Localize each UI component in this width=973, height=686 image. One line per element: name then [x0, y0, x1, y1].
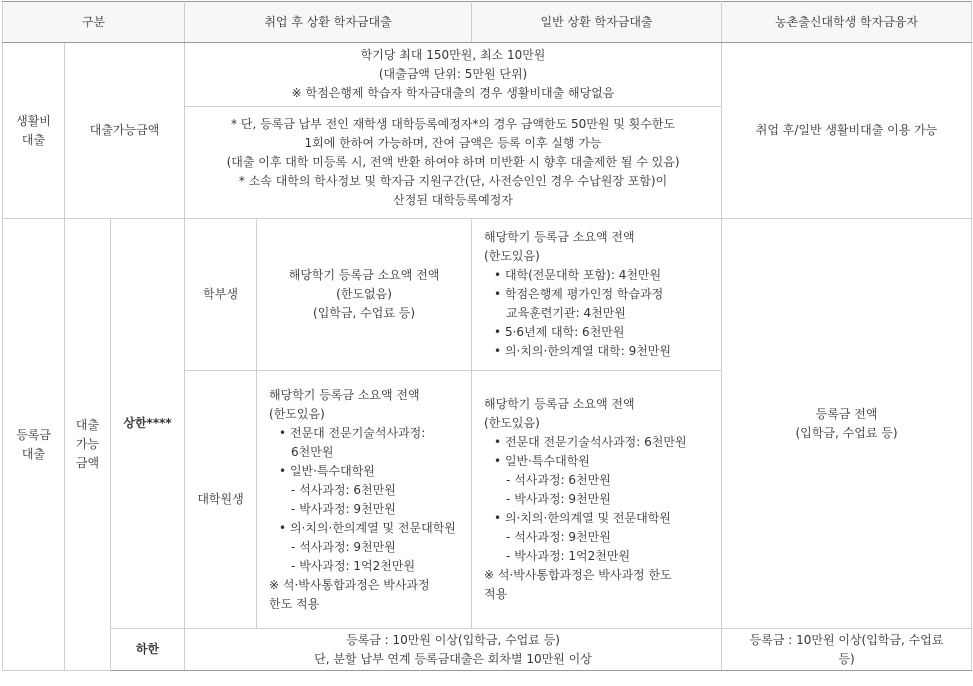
undergrad-general-line: • 5·6년제 대학: 6천만원: [484, 323, 717, 342]
living-amount-top: 학기당 최대 150만원, 최소 10만원 (대출금액 단위: 5만원 단위) ※ 학점은행제 학습자 학자금대출의 경우 생활비대출 해당없음: [185, 43, 722, 107]
grad-employment-line: 6천만원: [291, 444, 334, 459]
grad-employment-line: • 일반·특수대학원: [269, 462, 467, 481]
tuition-amount-label: 대출 가능 금액: [65, 219, 111, 671]
grad-employment-line: ※ 석·박사통합과정은 박사과정: [269, 577, 430, 592]
living-loan-label: 생활비 대출: [3, 43, 65, 219]
header-employment-repayment: 취업 후 상환 학자금대출: [185, 2, 472, 43]
lower-limit-main: 등록금 : 10만원 이상(입학금, 수업료 등) 단, 분할 납부 연계 등록금대출은 회차별 10만원 이상: [185, 629, 722, 671]
grad-employment-line: 한도 적용: [269, 596, 320, 611]
undergrad-label: 학부생: [185, 219, 257, 371]
undergrad-employment-cell: 해당학기 등록금 소요액 전액 (한도없음) (입학금, 수업료 등): [257, 219, 472, 371]
tuition-farm-upper-cell: 등록금 전액 (입학금, 수업료 등): [722, 219, 972, 629]
undergrad-general-line: • 의·치의·한의계열 대학: 9천만원: [484, 342, 717, 361]
undergrad-general-line: 해당학기 등록금 소요액 전액: [484, 230, 635, 244]
living-farm-cell: 취업 후/일반 생활비대출 이용 가능: [722, 43, 972, 219]
loan-comparison-table: [2, 1, 972, 671]
living-amount-label: 대출가능금액: [65, 43, 185, 219]
undergrad-general-line: • 대학(전문대학 포함): 4천만원: [484, 266, 717, 285]
grad-employment-line: 해당학기 등록금 소요액 전액: [269, 387, 420, 402]
tuition-loan-label: 등록금 대출: [3, 219, 65, 671]
living-amount-notes: * 단, 등록금 납부 전인 재학생 대학등록예정자*의 경우 금액한도 50만원 및 횟수한도 1회에 한하여 가능하며, 잔여 금액은 등록 이후 실행 가능 (대출 이후 대학 미등록 시, 전액 반환 하여야 하며 미반환 시 향후 대출제한 될 수 있음) * 소속 대학의 학사정보 및 학자금 지원구간(단, 사전승인인 경우 수납원장 포함)이 산정된 대학등록예정자: [185, 107, 722, 219]
grad-general-line: - 박사과정: 1억2천만원: [484, 547, 717, 566]
grad-general-line: - 석사과정: 9천만원: [484, 528, 717, 547]
grad-general-line: ※ 석·박사통합과정은 박사과정 한도: [484, 568, 672, 582]
grad-employment-line: - 석사과정: 9천만원: [269, 538, 467, 557]
header-farm-student: 농촌출신대학생 학자금융자: [722, 2, 972, 43]
undergrad-general-line: (한도있음): [484, 249, 540, 263]
grad-general-cell: [472, 371, 722, 629]
grad-general-line: • 의·치의·한의계열 및 전문대학원: [484, 509, 717, 528]
grad-general-line: - 석사과정: 6천만원: [484, 471, 717, 490]
grad-employment-line: (한도있음): [269, 406, 325, 421]
lower-limit-farm: 등록금 : 10만원 이상(입학금, 수업료 등): [722, 629, 972, 671]
grad-employment-line: • 전문대 전문기술석사과정:: [269, 424, 467, 443]
header-division: 구분: [3, 2, 185, 43]
grad-employment-line: - 박사과정: 9천만원: [269, 500, 467, 519]
upper-limit-label: 상한****: [111, 219, 185, 629]
grad-general-line: - 박사과정: 9천만원: [484, 490, 717, 509]
grad-general-line: • 일반·특수대학원: [484, 452, 717, 471]
undergrad-general-cell: [472, 219, 722, 371]
grad-employment-cell: [257, 371, 472, 629]
grad-employment-line: • 의·치의·한의계열 및 전문대학원: [269, 519, 467, 538]
grad-employment-line: - 석사과정: 6천만원: [269, 481, 467, 500]
grad-general-line: 해당학기 등록금 소요액 전액: [484, 397, 635, 411]
grad-general-line: • 전문대 전문기술석사과정: 6천만원: [484, 433, 717, 452]
undergrad-general-line: 교육훈련기관: 4천만원: [506, 306, 626, 320]
grad-general-line: (한도있음): [484, 416, 540, 430]
lower-limit-label: 하한: [111, 629, 185, 671]
header-general-repayment: 일반 상환 학자금대출: [472, 2, 722, 43]
grad-general-line: 적용: [484, 587, 508, 601]
grad-label: 대학원생: [185, 371, 257, 629]
undergrad-general-line: • 학점은행제 평가인정 학습과정: [484, 285, 717, 304]
grad-employment-line: - 박사과정: 1억2천만원: [269, 557, 467, 576]
